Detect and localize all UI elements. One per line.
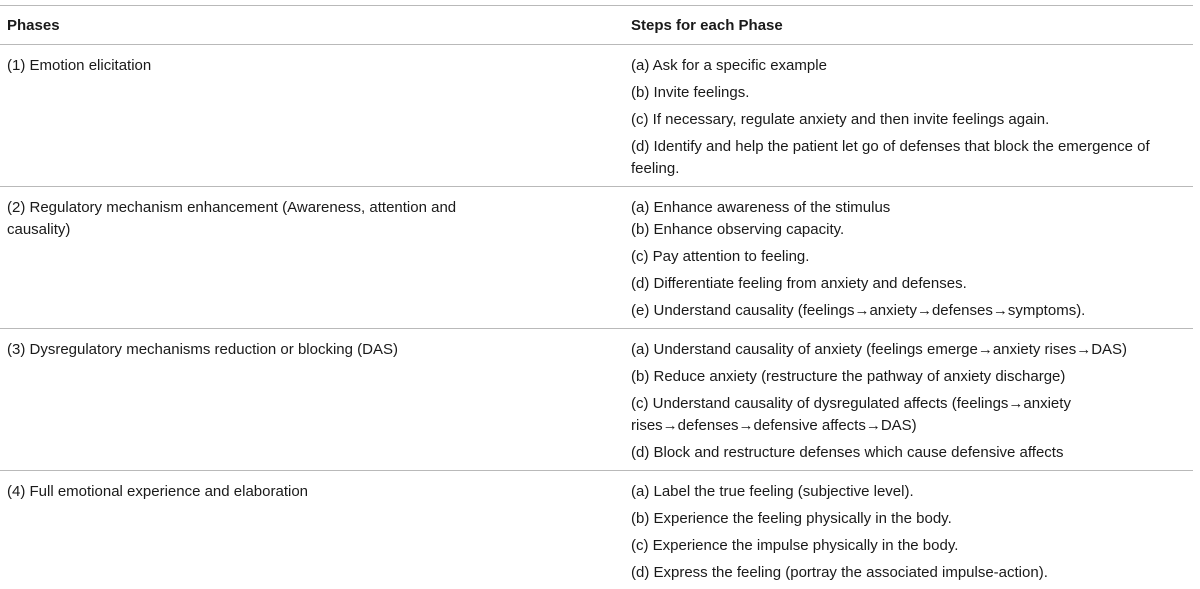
step-item: (a) Label the true feeling (subjective level). <box>631 483 914 500</box>
steps-cell <box>624 45 1193 187</box>
steps-cell <box>624 471 1193 589</box>
steps-cell <box>624 329 1193 471</box>
table-row <box>0 471 1193 589</box>
phase-cell: (1) Emotion elicitation <box>7 57 152 74</box>
step-item: (b) Experience the feeling physically in the body. <box>631 510 952 527</box>
step-item: (c) If necessary, regulate anxiety and then invite feelings again. <box>631 111 1050 128</box>
step-item: (d) Differentiate feeling from anxiety and defenses. <box>631 275 967 292</box>
step-item: (b) Enhance observing capacity. <box>631 221 845 238</box>
step-item: (e) Understand causality (feelings→anxiety→defenses→symptoms). <box>631 302 1086 319</box>
step-item: (b) Reduce anxiety (restructure the pathway of anxiety discharge) <box>631 368 1066 385</box>
table-row <box>0 187 1193 329</box>
phase-cell: (2) Regulatory mechanism enhancement (Awareness, attention and causality) <box>7 199 457 238</box>
step-item: (b) Invite feelings. <box>631 84 750 101</box>
step-item: (a) Ask for a specific example <box>631 57 827 74</box>
step-item: (c) Understand causality of dysregulated affects (feelings→anxiety rises→defenses→defensive affects→DAS) <box>631 395 1071 434</box>
step-item: (d) Express the feeling (portray the associated impulse-action). <box>631 564 1048 581</box>
table-row <box>0 329 1193 471</box>
step-item: (d) Block and restructure defenses which cause defensive affects <box>631 444 1064 461</box>
step-item: (c) Experience the impulse physically in the body. <box>631 537 959 554</box>
header-row <box>0 6 1193 45</box>
step-item: (a) Understand causality of anxiety (feelings emerge→anxiety rises→DAS) <box>631 341 1128 358</box>
step-item: (c) Pay attention to feeling. <box>631 248 810 265</box>
step-item: (d) Identify and help the patient let go of defenses that block the emergence of feeling. <box>631 138 1150 177</box>
phases-table <box>0 5 1193 588</box>
header-phases: Phases <box>7 16 60 34</box>
steps-cell <box>624 187 1193 329</box>
phase-cell: (3) Dysregulatory mechanisms reduction or blocking (DAS) <box>7 341 398 358</box>
header-steps: Steps for each Phase <box>631 16 783 34</box>
table-row <box>0 45 1193 187</box>
step-item: (a) Enhance awareness of the stimulus <box>631 199 891 216</box>
phase-cell: (4) Full emotional experience and elaboration <box>7 483 309 500</box>
